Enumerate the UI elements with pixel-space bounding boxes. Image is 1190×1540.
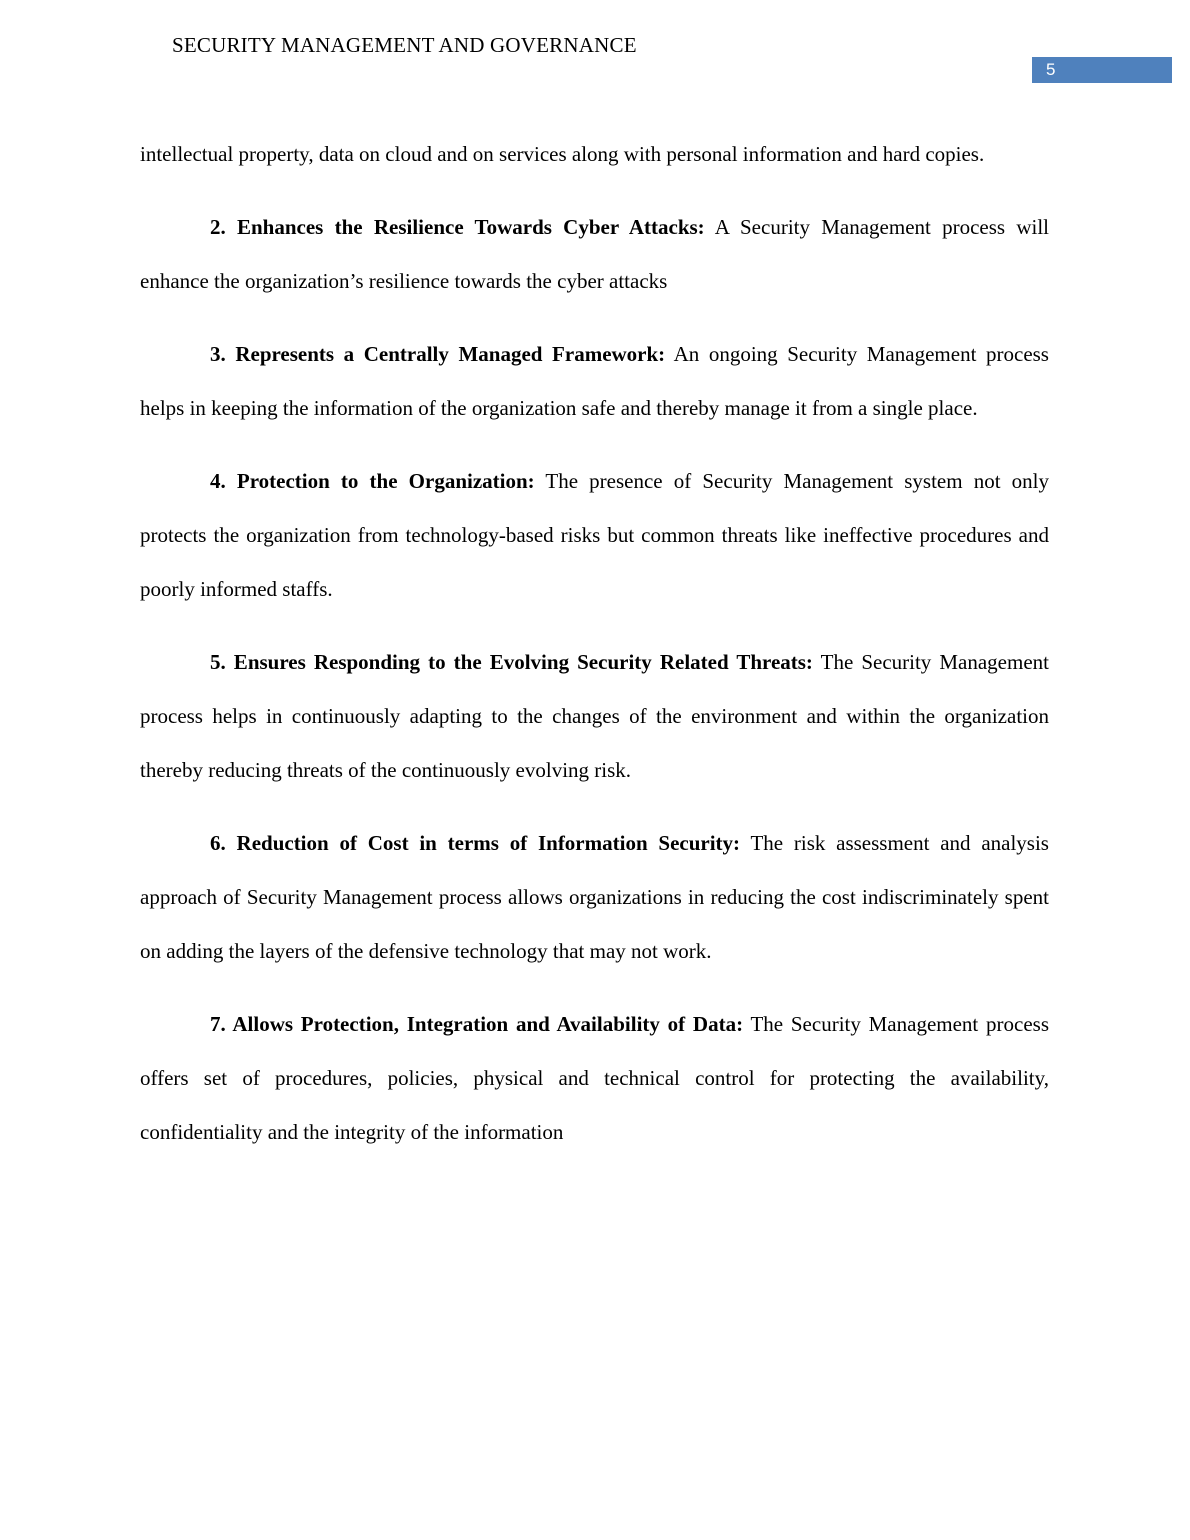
benefit-heading: 2. Enhances the Resilience Towards Cyber Attacks: bbox=[210, 215, 705, 239]
running-head: SECURITY MANAGEMENT AND GOVERNANCE bbox=[172, 33, 637, 57]
benefit-text: The Security Management process helps in continuously adapting to the changes of the environment and within the organization thereby reducing threats of the continuously evolving risk. bbox=[140, 650, 1049, 782]
benefit-text: The Security Management process offers set of procedures, policies, physical and technical control for protecting the availability, confidentiality and the integrity of the information bbox=[140, 1012, 1049, 1144]
benefit-paragraph-4 bbox=[140, 454, 1049, 616]
benefit-text: The risk assessment and analysis approach of Security Management process allows organizations in reducing the cost indiscriminately spent on adding the layers of the defensive technology that may not work. bbox=[140, 831, 1049, 963]
benefit-paragraph-3 bbox=[140, 327, 1049, 435]
benefit-text: An ongoing Security Management process helps in keeping the information of the organization safe and thereby manage it from a single place. bbox=[140, 342, 1049, 420]
benefit-heading: 3. Represents a Centrally Managed Framework: bbox=[210, 342, 666, 366]
benefit-text: The presence of Security Management system not only protects the organization from technology-based risks but common threats like ineffective procedures and poorly informed staffs. bbox=[140, 469, 1049, 601]
benefit-heading: 6. Reduction of Cost in terms of Information Security: bbox=[210, 831, 741, 855]
benefit-paragraph-6 bbox=[140, 816, 1049, 978]
document-body bbox=[140, 127, 1049, 1159]
benefit-heading: 5. Ensures Responding to the Evolving Security Related Threats: bbox=[210, 650, 813, 674]
benefit-text: A Security Management process will enhance the organization’s resilience towards the cyber attacks bbox=[140, 215, 1049, 293]
benefit-paragraph-5 bbox=[140, 635, 1049, 797]
benefit-paragraph-7 bbox=[140, 997, 1049, 1159]
intro-paragraph: intellectual property, data on cloud and on services along with personal information and hard copies. bbox=[140, 142, 985, 166]
benefit-heading: 7. Allows Protection, Integration and Availability of Data: bbox=[210, 1012, 744, 1036]
page-number: 5 bbox=[1032, 57, 1172, 83]
benefit-paragraph-2 bbox=[140, 200, 1049, 308]
benefit-heading: 4. Protection to the Organization: bbox=[210, 469, 535, 493]
